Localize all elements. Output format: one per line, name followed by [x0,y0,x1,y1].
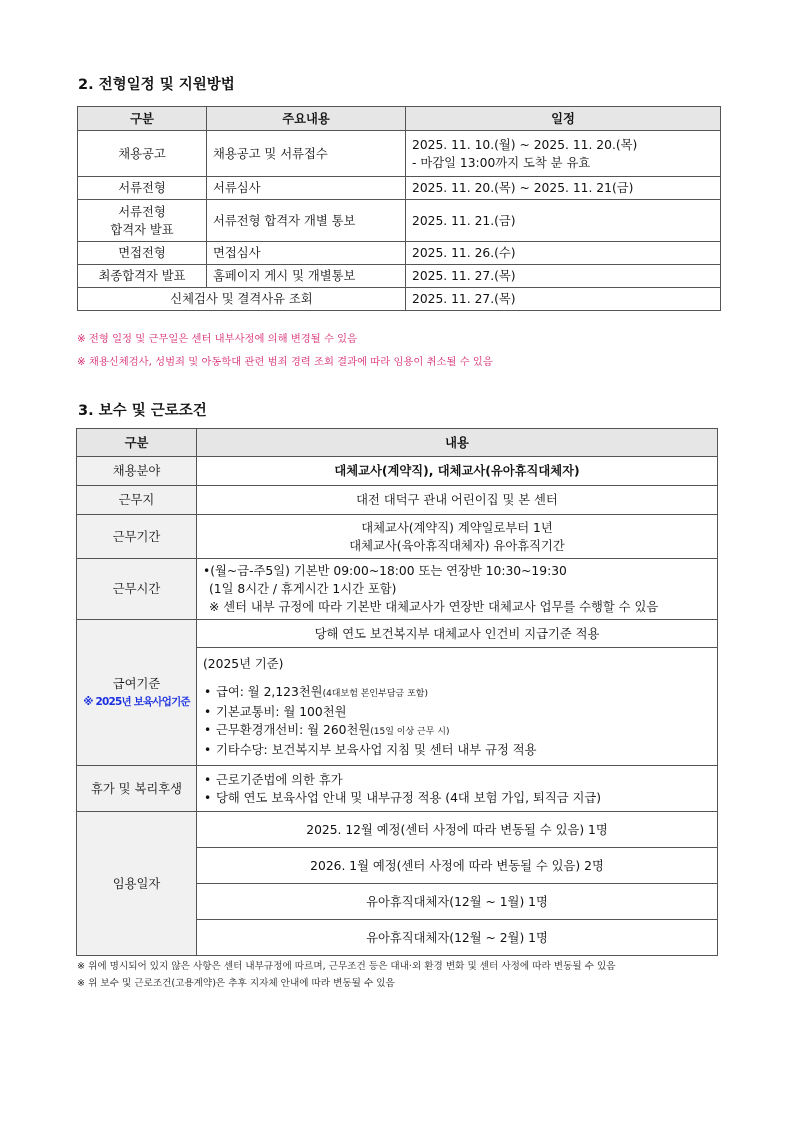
list-item: • 기본교통비: 월 100천원 [203,703,711,721]
category-cell [78,200,207,242]
row-label: 임용일자 [77,812,197,956]
table-row [77,515,718,559]
category-line: 합격자 발표 [110,222,174,237]
list-item: • 급여: 월 2,123천원(4대보험 본인부담금 포함) [203,683,711,703]
table-row [78,288,721,311]
location-value: 대전 대덕구 관내 어린이집 및 본 센터 [197,486,718,515]
salary-header: 당해 연도 보건복지부 대체교사 인건비 지급기준 적용 [197,620,718,648]
content-cell: 서류심사 [207,177,406,200]
table-row [78,131,721,177]
appointment-item: 유아휴직대체자(12월 ~ 2월) 1명 [197,920,718,956]
content-cell: 홈페이지 게시 및 개별통보 [207,265,406,288]
conditions-note: ※ 위에 명시되어 있지 않은 사항은 센터 내부규정에 따르며, 근무조건 등은 대내·외 환경 변화 및 센터 사정에 따라 변동될 수 있음 [77,961,616,972]
schedule-cell: 2025. 11. 26.(수) [406,242,721,265]
salary-list [203,683,711,759]
header-category: 구분 [77,429,197,457]
merged-category-cell: 신체검사 및 결격사유 조회 [78,288,406,311]
conditions-note: ※ 위 보수 및 근로조건(고용계약)은 추후 지자체 안내에 따라 변동될 수 있음 [77,978,395,989]
table-row [77,620,718,648]
salary-label-cell [77,620,197,766]
period-line: 대체교사(계약직) 계약일로부터 1년 [361,520,553,535]
list-item: • 기타수당: 보건복지부 보육사업 지침 및 센터 내부 규정 적용 [203,741,711,759]
row-label: 근무기간 [77,515,197,559]
period-line: 대체교사(육아휴직대체자) 유아휴직기간 [349,538,565,553]
schedule-header-row [78,107,721,131]
row-label: 채용분야 [77,457,197,486]
salary-note: (4대보험 본인부담금 포함) [322,688,428,699]
header-schedule: 일정 [406,107,721,131]
row-label: 근무시간 [77,559,197,620]
content-cell: 서류전형 합격자 개별 통보 [207,200,406,242]
appointment-item: 2025. 12월 예정(센터 사정에 따라 변동될 수 있음) 1명 [197,812,718,848]
appointment-item: 2026. 1월 예정(센터 사정에 따라 변동될 수 있음) 2명 [197,848,718,884]
table-row [77,486,718,515]
table-row [77,766,718,812]
table-row [77,812,718,848]
section-3-title: 3. 보수 및 근로조건 [78,403,207,419]
header-content: 내용 [197,429,718,457]
table-row [78,242,721,265]
content-cell: 면접심사 [207,242,406,265]
schedule-cell: 2025. 11. 20.(목) ~ 2025. 11. 21(금) [406,177,721,200]
hours-value [197,559,718,620]
schedule-line: - 마감일 13:00까지 도착 분 유효 [412,155,591,170]
leave-value [197,766,718,812]
schedule-cell [406,131,721,177]
schedule-cell: 2025. 11. 21.(금) [406,200,721,242]
salary-note: (15일 이상 근무 시) [370,726,450,737]
list-item: • 근로기준법에 의한 휴가 [203,771,711,789]
table-row [78,265,721,288]
row-label: 근무지 [77,486,197,515]
appointment-item: 유아휴직대체자(12월 ~ 1월) 1명 [197,884,718,920]
category-line: 서류전형 [118,204,166,219]
schedule-note: ※ 전형 일정 및 근무일은 센터 내부사정에 의해 변경될 수 있음 [77,333,358,345]
hours-line: •(월~금-주5일) 기본반 09:00~18:00 또는 연장반 10:30~19:30 [203,564,567,578]
salary-basis: (2025년 기준) [203,656,284,671]
table-row [78,200,721,242]
category-cell: 최종합격자 발표 [78,265,207,288]
list-item: • 당해 연도 보육사업 안내 및 내부규정 적용 (4대 보험 가입, 퇴직금 지급) [203,789,711,807]
content-cell: 채용공고 및 서류접수 [207,131,406,177]
field-value: 대체교사(계약직), 대체교사(유아휴직대체자) [197,457,718,486]
hours-line: ※ 센터 내부 규정에 따라 기본반 대체교사가 연장반 대체교사 업무를 수행할 수 있음 [209,600,659,614]
row-label: 급여기준 [112,676,161,691]
row-label: 휴가 및 복리후생 [77,766,197,812]
list-item: • 근무환경개선비: 월 260천원(15일 이상 근무 시) [203,721,711,741]
schedule-note: ※ 채용신체검사, 성범죄 및 아동학대 관련 범죄 경력 조회 결과에 따라 임용이 취소될 수 있음 [77,356,493,368]
category-cell: 채용공고 [78,131,207,177]
schedule-cell: 2025. 11. 27.(목) [406,288,721,311]
salary-sublabel: ※ 2025년 보육사업기준 [83,695,190,708]
conditions-table [76,428,718,956]
table-row [78,177,721,200]
schedule-cell: 2025. 11. 27.(목) [406,265,721,288]
conditions-header-row [77,429,718,457]
section-2-title: 2. 전형일정 및 지원방법 [78,77,235,93]
header-category: 구분 [78,107,207,131]
period-value [197,515,718,559]
salary-details [197,648,718,766]
leave-list [203,771,711,807]
table-row [77,559,718,620]
category-cell: 서류전형 [78,177,207,200]
table-row [77,457,718,486]
schedule-table [77,106,721,311]
hours-line: (1일 8시간 / 휴게시간 1시간 포함) [209,582,397,596]
category-cell: 면접전형 [78,242,207,265]
header-content: 주요내용 [207,107,406,131]
schedule-line: 2025. 11. 10.(월) ~ 2025. 11. 20.(목) [412,137,638,152]
